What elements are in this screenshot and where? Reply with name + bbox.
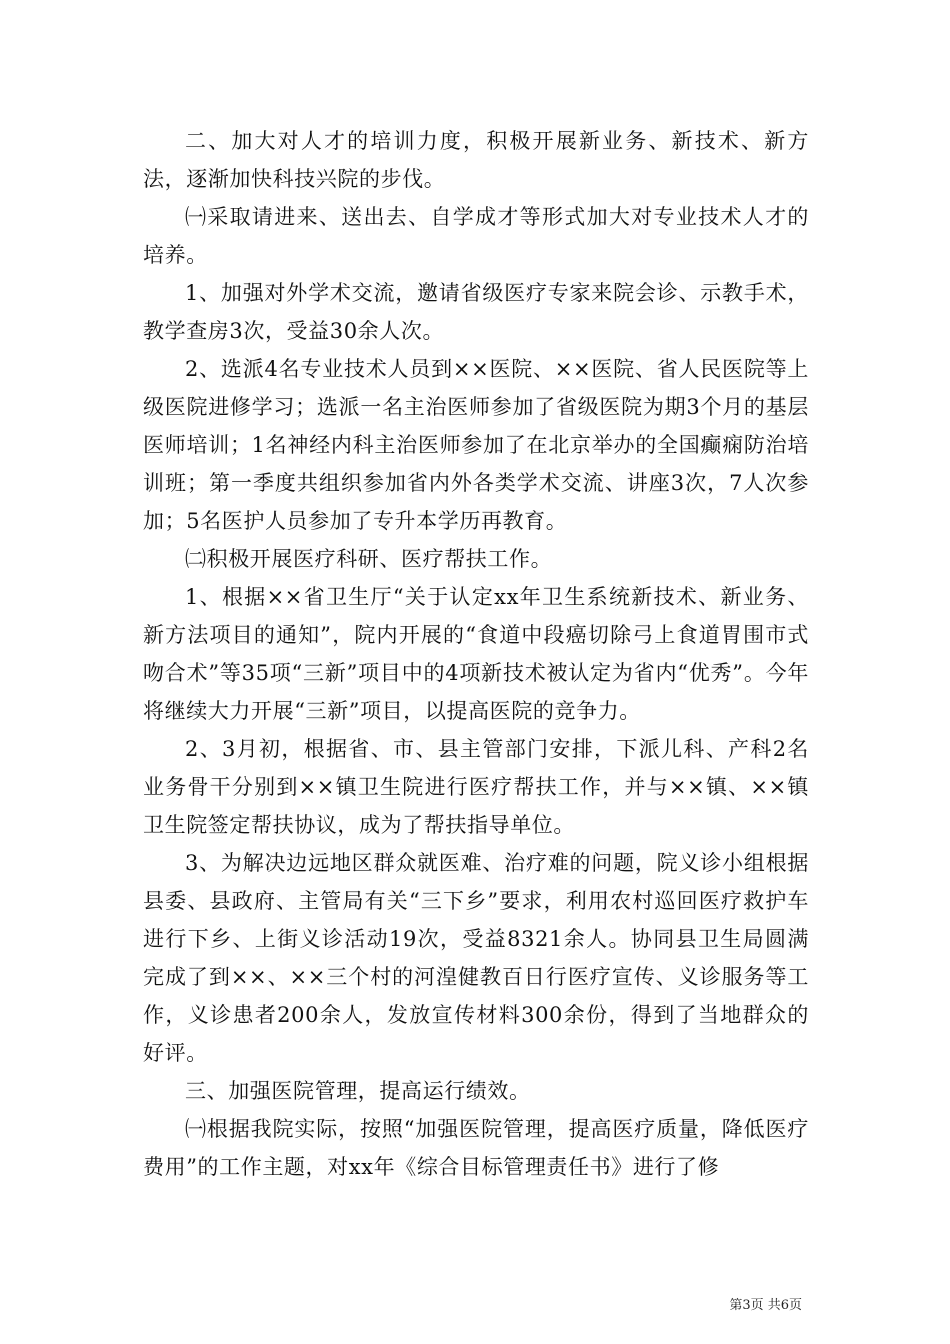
list-item: 3、为解决边远地区群众就医难、治疗难的问题，院义诊小组根据县委、县政府、主管局有关“三下乡”要求，利用农村巡回医疗救护车进行下乡、上街义诊活动19次，受益8321余人。协同县卫生局圆满完成了到××、××三个村的河湟健教百日行医疗宣传、义诊服务等工作，义诊患者200余人，发放宣传材料300余份，得到了当地群众的好评。	[143, 851, 809, 1065]
section-heading-3: 三、加强医院管理，提高运行绩效。	[185, 1079, 531, 1103]
list-item: 2、3月初，根据省、市、县主管部门安排，下派儿科、产科2名业务骨干分别到××镇卫生院进行医疗帮扶工作，并与××镇、××镇卫生院签定帮扶协议，成为了帮扶指导单位。	[143, 737, 809, 837]
subsection-heading-1: ㈠采取请进来、送出去、自学成才等形式加大对专业技术人才的培养。	[143, 205, 809, 267]
subsection-heading-2: ㈡积极开展医疗科研、医疗帮扶工作。	[185, 547, 553, 571]
list-item: 1、加强对外学术交流，邀请省级医疗专家来院会诊、示教手术，教学查房3次，受益30余人次。	[143, 281, 809, 343]
list-item: 1、根据××省卫生厅“关于认定xx年卫生系统新技术、新业务、新方法项目的通知”，院内开展的“食道中段癌切除弓上食道胃围市式吻合术”等35项“三新”项目中的4项新技术被认定为省内“优秀”。今年将继续大力开展“三新”项目，以提高医院的竞争力。	[143, 585, 809, 723]
page-number-footer: 第3页 共6页	[729, 1298, 802, 1313]
section-heading-2: 二、加大对人才的培训力度，积极开展新业务、新技术、新方法，逐渐加快科技兴院的步伐。	[143, 129, 809, 191]
document-body	[143, 122, 809, 1186]
paragraph: ㈠根据我院实际，按照“加强医院管理，提高医疗质量，降低医疗费用”的工作主题，对xx年《综合目标管理责任书》进行了修	[143, 1117, 809, 1179]
list-item: 2、选派4名专业技术人员到××医院、××医院、省人民医院等上级医院进修学习；选派一名主治医师参加了省级医院为期3个月的基层医师培训；1名神经内科主治医师参加了在北京举办的全国癫痫防治培训班；第一季度共组织参加省内外各类学术交流、讲座3次，7人次参加；5名医护人员参加了专升本学历再教育。	[143, 357, 809, 533]
